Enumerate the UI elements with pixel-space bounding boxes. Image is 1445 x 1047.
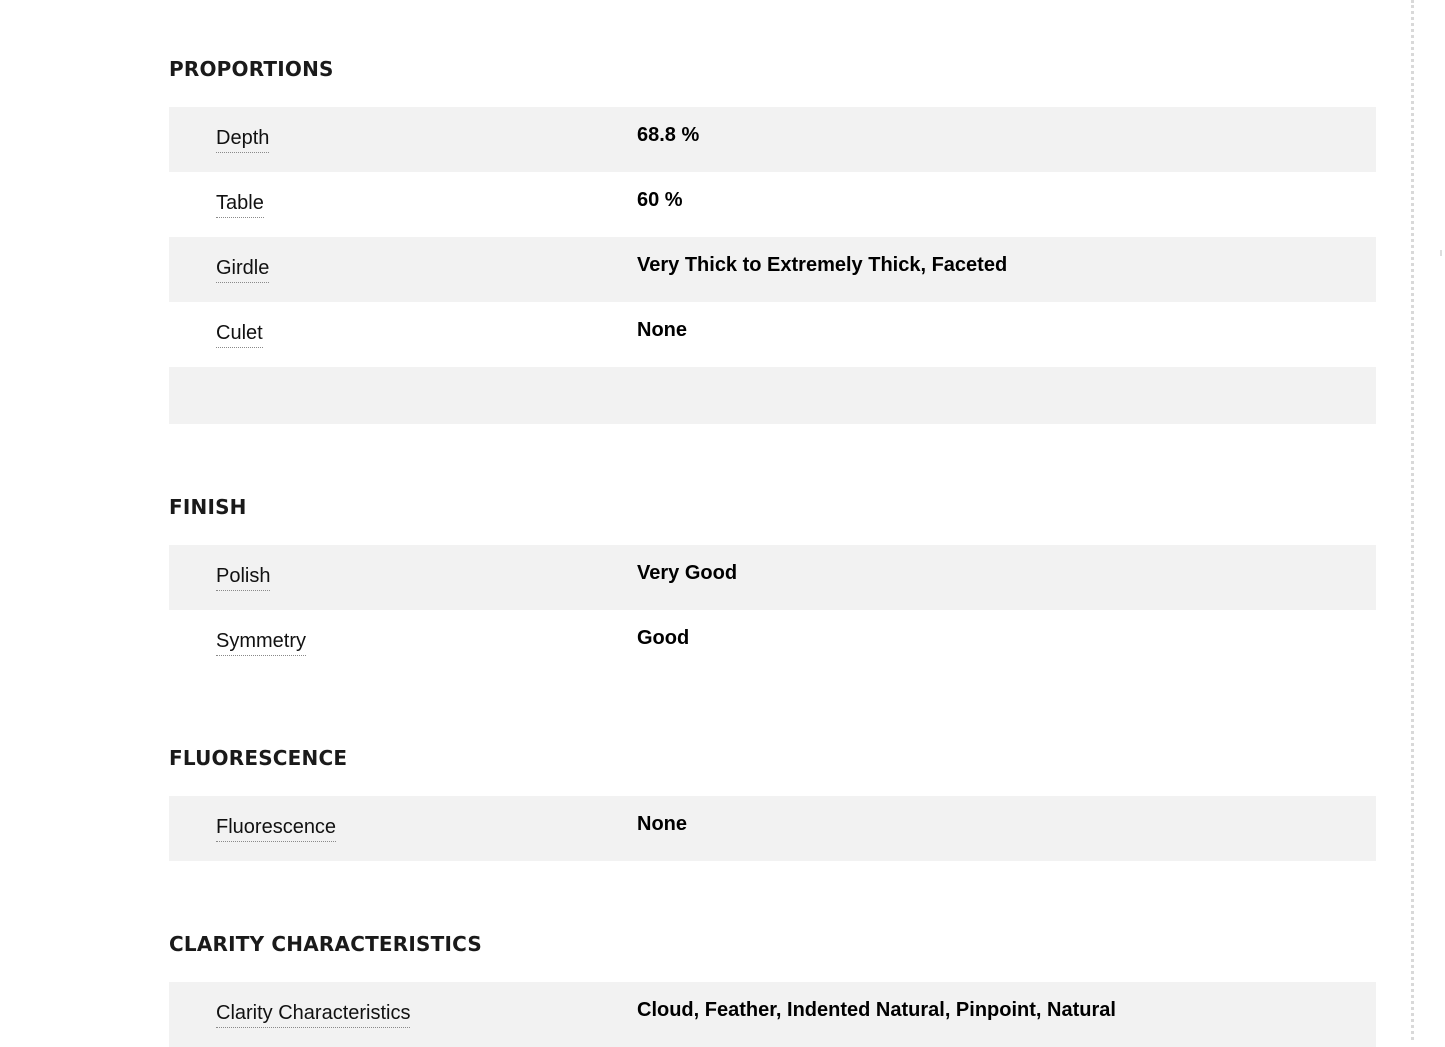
table-row-polish <box>169 545 1376 610</box>
section-title-finish: FINISH <box>169 495 247 519</box>
scroll-indicator[interactable] <box>1440 250 1442 256</box>
girdle-value: Very Thick to Extremely Thick, Faceted <box>637 254 1008 276</box>
proportions-table <box>169 107 1376 424</box>
fluorescence-value: None <box>637 813 687 835</box>
depth-value: 68.8 % <box>637 124 700 146</box>
table-row-clarity-characteristics <box>169 982 1376 1047</box>
clarity-table <box>169 982 1376 1047</box>
fluorescence-table <box>169 796 1376 861</box>
clarity-characteristics-label[interactable]: Clarity Characteristics <box>216 1002 410 1028</box>
table-row-fluorescence <box>169 796 1376 861</box>
table-row-culet <box>169 302 1376 367</box>
girdle-label[interactable]: Girdle <box>216 257 269 283</box>
table-label[interactable]: Table <box>216 192 264 218</box>
finish-table <box>169 545 1376 675</box>
table-row-empty <box>169 367 1376 424</box>
culet-value: None <box>637 319 687 341</box>
symmetry-value: Good <box>637 627 690 649</box>
section-title-proportions: PROPORTIONS <box>169 57 334 81</box>
polish-label[interactable]: Polish <box>216 565 270 591</box>
symmetry-label[interactable]: Symmetry <box>216 630 306 656</box>
polish-value: Very Good <box>637 562 738 584</box>
page-divider <box>1411 0 1414 1040</box>
table-row-girdle <box>169 237 1376 302</box>
table-row-depth <box>169 107 1376 172</box>
clarity-characteristics-value: Cloud, Feather, Indented Natural, Pinpoint, Natural <box>637 999 1116 1021</box>
table-row-symmetry <box>169 610 1376 675</box>
section-title-fluorescence: FLUORESCENCE <box>169 746 348 770</box>
culet-label[interactable]: Culet <box>216 322 263 348</box>
table-row-table <box>169 172 1376 237</box>
depth-label[interactable]: Depth <box>216 127 269 153</box>
table-value: 60 % <box>637 189 683 211</box>
section-title-clarity-characteristics: CLARITY CHARACTERISTICS <box>169 932 482 956</box>
fluorescence-label[interactable]: Fluorescence <box>216 816 336 842</box>
